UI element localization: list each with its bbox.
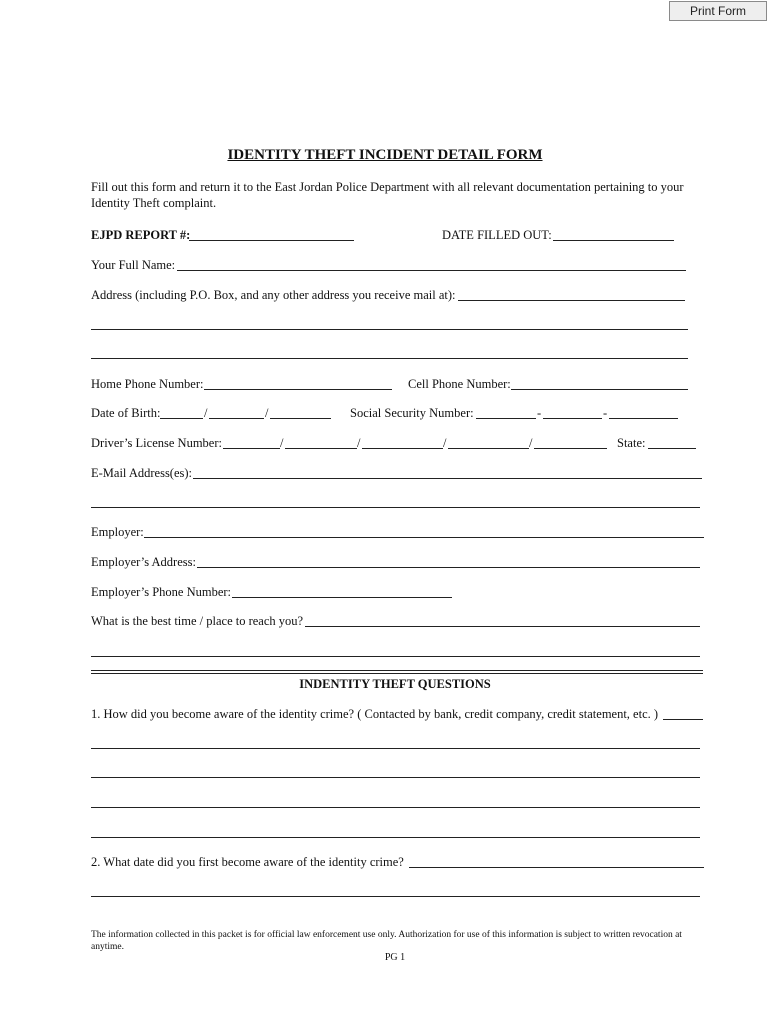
question-1-line[interactable]: [91, 748, 700, 749]
question-1-field[interactable]: [663, 719, 703, 720]
state-label: State:: [617, 436, 646, 450]
question-2-field[interactable]: [409, 867, 704, 868]
full-name-field[interactable]: [177, 270, 686, 271]
disclaimer-text: The information collected in this packet is for official law enforcement use only. Authorization for use of this information is subject to written revocation at anytime.: [91, 930, 682, 952]
best-time-field[interactable]: [305, 626, 700, 627]
email-line-2[interactable]: [91, 507, 700, 508]
ssn-part3-field[interactable]: [609, 418, 678, 419]
dob-month-field[interactable]: [160, 418, 203, 419]
page-number: PG 1: [384, 952, 406, 963]
cell-phone-label: Cell Phone Number:: [408, 377, 511, 391]
print-form-button[interactable]: Print Form: [669, 1, 767, 21]
email-label: E-Mail Address(es):: [91, 466, 193, 480]
dob-label: Date of Birth:: [91, 406, 161, 420]
section-title: INDENTITY THEFT QUESTIONS: [299, 677, 491, 691]
address-line-3[interactable]: [91, 358, 688, 359]
full-name-label: Your Full Name:: [91, 258, 176, 272]
form-title: IDENTITY THEFT INCIDENT DETAIL FORM: [227, 147, 543, 163]
employer-label: Employer:: [91, 525, 144, 539]
state-field[interactable]: [648, 448, 696, 449]
date-filled-field[interactable]: [553, 240, 674, 241]
dl-slash: /: [280, 436, 284, 450]
section-divider: [91, 670, 703, 671]
question-1-line[interactable]: [91, 837, 700, 838]
question-1-label: 1. How did you become aware of the identity crime? ( Contacted by bank, credit company, credit statement, etc. ): [91, 707, 659, 721]
dl-part5-field[interactable]: [534, 448, 607, 449]
dob-slash: /: [204, 406, 208, 420]
section-divider: [91, 673, 703, 674]
report-number-label: EJPD REPORT #:: [91, 228, 191, 242]
home-phone-label: Home Phone Number:: [91, 377, 204, 391]
dob-slash: /: [265, 406, 269, 420]
employer-address-label: Employer’s Address:: [91, 555, 196, 569]
employer-phone-label: Employer’s Phone Number:: [91, 585, 232, 599]
ssn-part1-field[interactable]: [476, 418, 536, 419]
address-line-2[interactable]: [91, 329, 688, 330]
dob-year-field[interactable]: [270, 418, 331, 419]
date-filled-label: DATE FILLED OUT:: [442, 228, 552, 242]
dl-part4-field[interactable]: [448, 448, 529, 449]
dl-part2-field[interactable]: [285, 448, 357, 449]
question-1-line[interactable]: [91, 807, 700, 808]
dl-slash: /: [443, 436, 447, 450]
home-phone-field[interactable]: [204, 389, 392, 390]
question-1-line[interactable]: [91, 777, 700, 778]
ssn-dash: -: [537, 406, 542, 420]
ssn-label: Social Security Number:: [350, 406, 474, 420]
employer-field[interactable]: [144, 537, 704, 538]
dl-part3-field[interactable]: [362, 448, 443, 449]
question-2-label: 2. What date did you first become aware of the identity crime?: [91, 855, 404, 869]
dl-part1-field[interactable]: [223, 448, 280, 449]
dob-day-field[interactable]: [209, 418, 264, 419]
employer-phone-field[interactable]: [232, 597, 452, 598]
ssn-part2-field[interactable]: [543, 418, 602, 419]
best-time-line-2[interactable]: [91, 656, 700, 657]
drivers-license-label: Driver’s License Number:: [91, 436, 222, 450]
ssn-dash: -: [603, 406, 608, 420]
cell-phone-field[interactable]: [511, 389, 688, 390]
dl-slash: /: [357, 436, 361, 450]
dl-slash: /: [529, 436, 533, 450]
best-time-label: What is the best time / place to reach you?: [91, 614, 304, 628]
address-label: Address (including P.O. Box, and any other address you receive mail at):: [91, 288, 456, 302]
intro-text: Fill out this form and return it to the East Jordan Police Department with all relevant documentation pertaining to your Identity Theft complaint.: [91, 180, 684, 210]
email-field[interactable]: [193, 478, 702, 479]
employer-address-field[interactable]: [197, 567, 700, 568]
address-field[interactable]: [458, 300, 685, 301]
question-2-line[interactable]: [91, 896, 700, 897]
report-number-field[interactable]: [189, 240, 354, 241]
